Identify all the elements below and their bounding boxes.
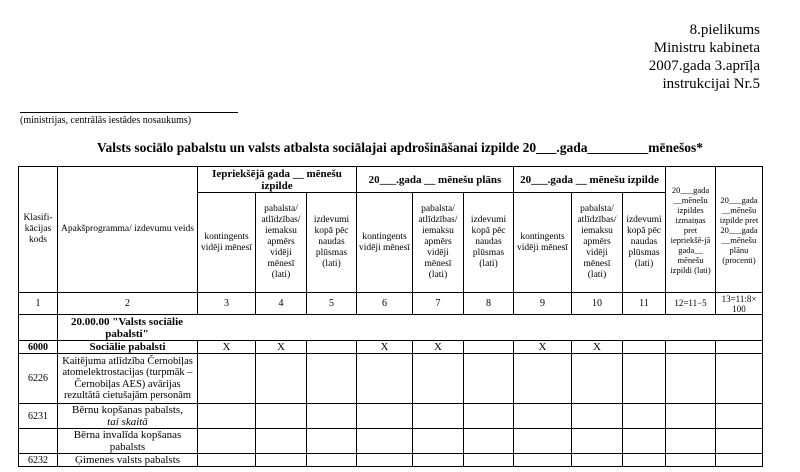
- cell-x-mark: X: [256, 341, 307, 354]
- header-prev-benefit: pabalsta/ atlīdzības/ iemaksu apmērs vidēji mēnesī (lati): [256, 193, 307, 293]
- header-prev-total: izdevumi kopā pēc naudas plūsmas (lati): [307, 193, 357, 293]
- cell-x-mark: X: [357, 341, 413, 354]
- table-row: [19, 315, 763, 341]
- row-code: [19, 429, 58, 454]
- table-cell: [572, 429, 623, 454]
- header-exec-benefit: pabalsta/ atlīdzības/ iemaksu apmērs vidēji mēnesī (lati): [572, 193, 623, 293]
- table-cell: [357, 429, 413, 454]
- table-row: [19, 341, 763, 354]
- table-cell: [666, 454, 716, 467]
- table-cell: [307, 341, 357, 354]
- table-cell: [623, 341, 666, 354]
- column-number: 9: [514, 293, 572, 315]
- header-execution-vs-plan: 20___gada __mēnešu izpilde pret 20___gada __mēnešu plānu (procenti): [716, 167, 763, 293]
- table-cell: [514, 454, 572, 467]
- table-cell: [464, 404, 514, 429]
- document-title: Valsts sociālo pabalstu un valsts atbalsta sociālajai apdrošināšanai izpilde 20___.gada_________mēnešos*: [96, 140, 704, 155]
- column-number: 3: [198, 293, 256, 315]
- table-row: [19, 354, 763, 404]
- table-row: [19, 454, 763, 467]
- header-prev-contingent: kontingents vidēji mēnesī: [198, 193, 256, 293]
- row-name: Bērnu kopšanas pabalsts,: [72, 404, 183, 416]
- column-number: 10: [572, 293, 623, 315]
- column-number: 4: [256, 293, 307, 315]
- row-code: 6000: [19, 341, 58, 354]
- column-number: 2: [58, 293, 198, 315]
- table-cell: [256, 429, 307, 454]
- header-exec-total: izdevumi kopā pēc naudas plūsmas (lati): [623, 193, 666, 293]
- table-cell: [413, 404, 464, 429]
- table-cell: [256, 404, 307, 429]
- table-cell: [198, 354, 256, 404]
- table-cell: [464, 429, 514, 454]
- table-cell: [464, 454, 514, 467]
- table-cell: [307, 404, 357, 429]
- column-number: 7: [413, 293, 464, 315]
- table-cell: [307, 354, 357, 404]
- table-cell: [623, 454, 666, 467]
- header-subprogram: Apakšprogramma/ izdevumu veids: [58, 167, 198, 293]
- table-cell: [357, 454, 413, 467]
- column-number: 13=11:8× 100: [716, 293, 763, 315]
- annex-instruction: instrukcijai Nr.5: [662, 76, 760, 92]
- table-cell: [357, 354, 413, 404]
- column-number: 5: [307, 293, 357, 315]
- ministry-name-line: [20, 112, 238, 113]
- row-code: [19, 315, 58, 341]
- table-cell: [572, 454, 623, 467]
- column-number: 12=11−5: [666, 293, 716, 315]
- table-row: [19, 404, 763, 429]
- table-cell: [198, 429, 256, 454]
- header-change-vs-previous: 20___gada __mēnešu izpildes izmaiņas pret iepriekšē-jā gada__ mēnešu izpildi (lati): [666, 167, 716, 293]
- table-cell: [514, 404, 572, 429]
- cell-x-mark: X: [198, 341, 256, 354]
- column-number: 1: [19, 293, 58, 315]
- table-cell: [572, 404, 623, 429]
- column-number: 8: [464, 293, 514, 315]
- header-classification-code: Klasifi-kācijas kods: [19, 167, 58, 293]
- row-code: 6232: [19, 454, 58, 467]
- row-name-cell: [58, 404, 198, 429]
- table-cell: [666, 404, 716, 429]
- column-number: 11: [623, 293, 666, 315]
- annex-number: 8.pielikums: [689, 22, 760, 38]
- table-cell: [623, 404, 666, 429]
- table-cell: [357, 404, 413, 429]
- table-cell: [413, 454, 464, 467]
- table-cell: [623, 429, 666, 454]
- table-cell: [514, 354, 572, 404]
- table-cell: [413, 429, 464, 454]
- table-cell: [666, 354, 716, 404]
- row-name: Ģimenes valsts pabalsts: [58, 454, 198, 467]
- table-cell: [464, 354, 514, 404]
- row-note: tai skaitā: [107, 416, 148, 428]
- cell-x-mark: X: [413, 341, 464, 354]
- ministry-label: (ministrijas, centrālās iestādes nosaukums): [20, 115, 192, 126]
- row-code: 6226: [19, 354, 58, 404]
- table-cell: [464, 341, 514, 354]
- row-name: Bērna invalīda kopšanas pabalsts: [58, 429, 198, 454]
- table-cell: [256, 454, 307, 467]
- table-cell: [198, 454, 256, 467]
- table-cell: [413, 354, 464, 404]
- table-cell: [514, 429, 572, 454]
- annex-reference: [649, 21, 760, 93]
- header-plan-total: izdevumi kopā pēc naudas plūsmas (lati): [464, 193, 514, 293]
- row-name: 20.00.00 "Valsts sociālie pabalsti": [70, 315, 184, 340]
- header-plan-contingent: kontingents vidēji mēnesī: [357, 193, 413, 293]
- table-cell: [256, 354, 307, 404]
- annex-issuer: Ministru kabineta: [653, 40, 760, 56]
- row-name: Sociālie pabalsti: [58, 341, 198, 354]
- header-group-plan: 20___.gada __ mēnešu plāns: [357, 167, 514, 193]
- table-cell: [716, 454, 763, 467]
- table-cell: [716, 354, 763, 404]
- annex-date: 2007.gada 3.aprīļa: [648, 58, 760, 74]
- table-cell: [666, 429, 716, 454]
- table-cell: [716, 341, 763, 354]
- table-cell: [198, 404, 256, 429]
- table-cell: [307, 429, 357, 454]
- cell-x-mark: X: [514, 341, 572, 354]
- row-name: Kaitējuma atlīdzība Černobiļas atomelektrostacijas (turpmāk – Černobiļas AES) avārijas rezultātā cietušajām personām: [58, 354, 198, 404]
- row-section-title: [58, 315, 763, 341]
- cell-x-mark: X: [572, 341, 623, 354]
- table-cell: [307, 454, 357, 467]
- table-cell: [623, 354, 666, 404]
- table-row: [19, 429, 763, 454]
- header-group-execution: 20___.gada __ mēnešu izpilde: [514, 167, 666, 193]
- column-number: 6: [357, 293, 413, 315]
- table-cell: [572, 354, 623, 404]
- report-table: [18, 166, 763, 467]
- table-cell: [716, 429, 763, 454]
- row-code: 6231: [19, 404, 58, 429]
- table-cell: [666, 341, 716, 354]
- column-numbers-row: [19, 293, 763, 315]
- header-exec-contingent: kontingents vidēji mēnesī: [514, 193, 572, 293]
- header-row-groups: [19, 167, 763, 193]
- table-cell: [716, 404, 763, 429]
- header-plan-benefit: pabalsta/ atlīdzības/ iemaksu apmērs vidēji mēnesī (lati): [413, 193, 464, 293]
- header-group-previous-year: Iepriekšējā gada __ mēnešu izpilde: [198, 167, 357, 193]
